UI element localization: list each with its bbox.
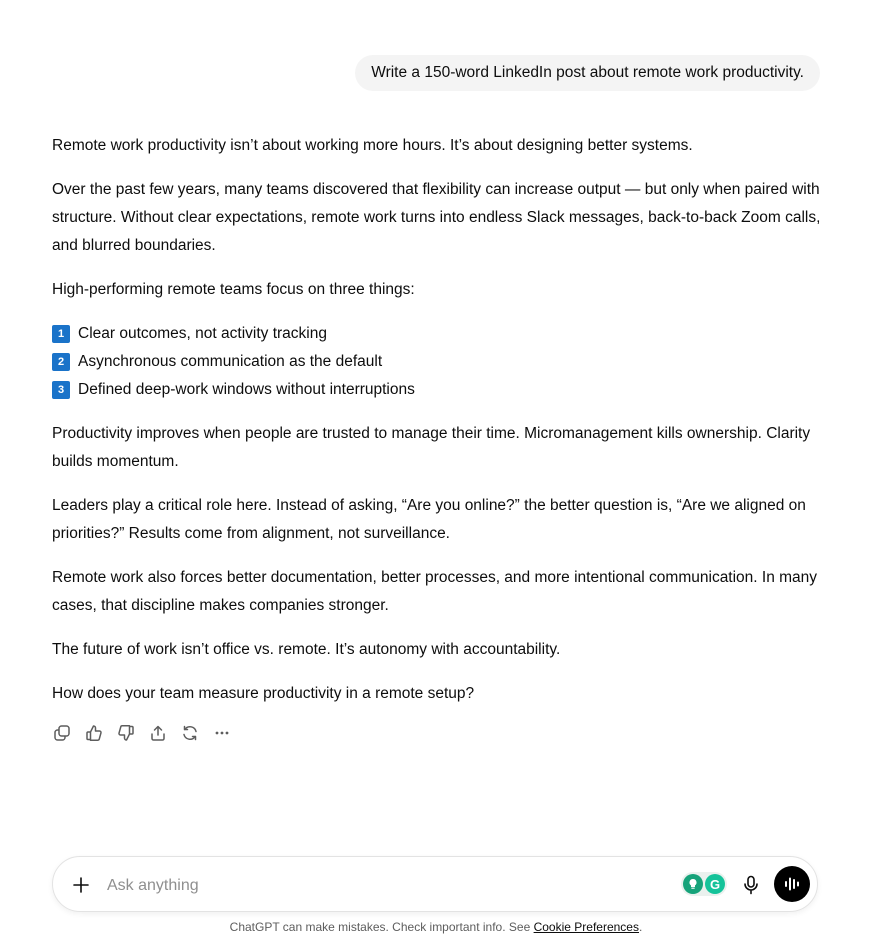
disclaimer-period: . — [638, 920, 643, 934]
list-item-text: Clear outcomes, not activity tracking — [78, 325, 327, 342]
message-actions — [50, 720, 234, 746]
copy-icon — [53, 724, 71, 742]
thumbs-down-icon — [117, 724, 135, 742]
more-options-button[interactable] — [210, 720, 234, 746]
add-attachment-button[interactable] — [69, 873, 93, 897]
dictate-button[interactable] — [739, 873, 763, 897]
keycap-number-icon: 3 — [52, 381, 70, 399]
copy-button[interactable] — [50, 720, 74, 746]
grammarly-icon: G — [705, 874, 725, 894]
numbered-list — [52, 320, 824, 404]
list-item-text: Defined deep-work windows without interruptions — [78, 381, 415, 398]
microphone-icon — [742, 875, 760, 895]
message-composer — [52, 856, 818, 912]
reply-paragraph: High-performing remote teams focus on three things: — [52, 281, 415, 298]
share-button[interactable] — [146, 720, 170, 746]
lightbulb-icon — [683, 874, 703, 894]
reply-paragraph: Remote work also forces better documentation, better processes, and more intentional communication. In many cases, that discipline makes companies stronger. — [52, 569, 818, 614]
keycap-number-icon: 1 — [52, 325, 70, 343]
reply-paragraph: How does your team measure productivity in a remote setup? — [52, 685, 475, 702]
prompt-input[interactable] — [105, 871, 669, 901]
reply-paragraph: The future of work isn’t office vs. remote. It’s autonomy with accountability. — [52, 641, 561, 658]
reply-paragraph: Productivity improves when people are trusted to manage their time. Micromanagement kills ownership. Clarity builds momentum. — [52, 425, 811, 470]
disclaimer-text — [0, 920, 872, 934]
share-icon — [149, 724, 167, 742]
list-item — [52, 348, 824, 376]
reply-paragraph: Remote work productivity isn’t about working more hours. It’s about designing better systems. — [52, 137, 693, 154]
list-item-text: Asynchronous communication as the default — [78, 353, 383, 370]
more-icon — [213, 724, 231, 742]
regenerate-icon — [181, 724, 199, 742]
reply-paragraph: Over the past few years, many teams discovered that flexibility can increase output — but only when paired with structure. Without clear expectations, remote work turns into endless Slack messages, back-to-back Zoom calls, and blurred boundaries. — [52, 181, 821, 254]
user-message-bubble: Write a 150-word LinkedIn post about remote work productivity. — [355, 55, 820, 91]
plus-icon — [72, 876, 90, 894]
disclaimer-message: ChatGPT can make mistakes. Check important info. See — [229, 920, 531, 934]
list-item — [52, 376, 824, 404]
grammarly-extension[interactable] — [681, 872, 727, 896]
reply-paragraph: Leaders play a critical role here. Instead of asking, “Are you online?” the better question is, “Are we aligned on priorities?” Results come from alignment, not surveillance. — [52, 497, 806, 542]
list-item — [52, 320, 824, 348]
voice-mode-button[interactable] — [774, 866, 810, 902]
good-response-button[interactable] — [82, 720, 106, 746]
regenerate-button[interactable] — [178, 720, 202, 746]
cookie-preferences-link[interactable]: Cookie Preferences — [533, 920, 639, 934]
keycap-number-icon: 2 — [52, 353, 70, 371]
audio-waveform-icon — [783, 875, 801, 893]
assistant-reply — [52, 132, 824, 724]
bad-response-button[interactable] — [114, 720, 138, 746]
thumbs-up-icon — [85, 724, 103, 742]
